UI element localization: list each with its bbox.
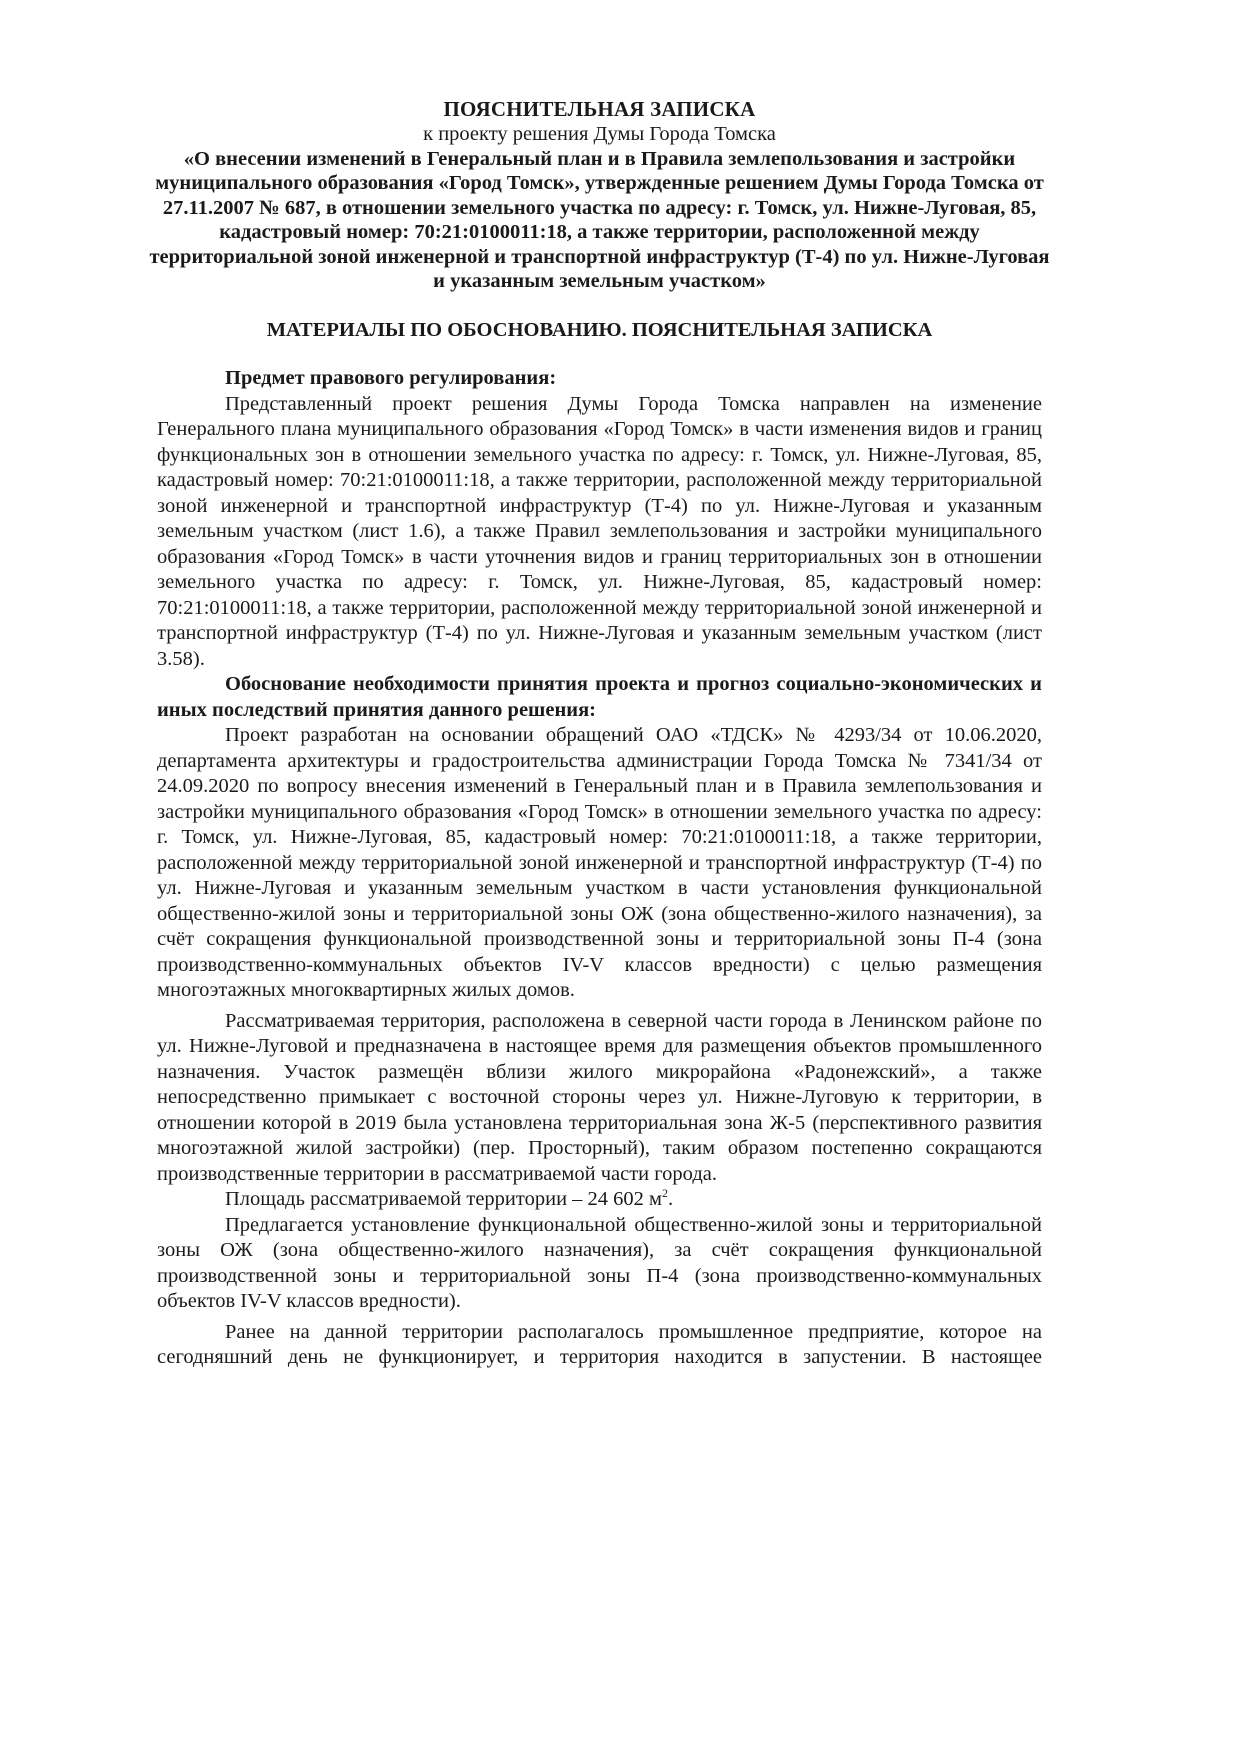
- section-title: МАТЕРИАЛЫ ПО ОБОСНОВАНИЮ. ПОЯСНИТЕЛЬНАЯ ЗАПИСКА: [266, 319, 933, 342]
- document-subtitle: к проекту решения Думы Города Томска: [423, 123, 776, 145]
- document-page: [149, 96, 1050, 1371]
- document-heading: «О внесении изменений в Генеральный план и в Правила землепользования и застройки муниципального образования «Город Томск», утвержденные решением Думы Города Томска от 27.11.2007 № 687, в отношении земельного участка по адресу: г. Томск, ул. Нижне-Луговая, 85, кадастровый номер: 70:21:0100011:18, а также территории, расположенной между территориальной зоной инженерной и транспортной инфраструктур (Т-4) по ул. Нижне-Луговая и указанным земельным участком»: [149, 148, 1050, 293]
- paragraph-area: [157, 1187, 1042, 1213]
- subject-paragraph: Представленный проект решения Думы Города Томска направлен на изменение Генерального плана муниципального образования «Город Томск» в части изменения видов и границ функциональных зон в отношении земельного участка по адресу: г. Томск, ул. Нижне-Луговая, 85, кадастровый номер: 70:21:0100011:18, а также территории, расположенной между территориальной зоной инженерной и транспортной инфраструктур (Т-4) по ул. Нижне-Луговая и указанным земельным участком (лист 1.6), а также Правил землепользования и застройки муниципального образования «Город Томск» в части уточнения видов и границ территориальных зон в отношении земельного участка по адресу: г. Томск, ул. Нижне-Луговая, 85, кадастровый номер: 70:21:0100011:18, а также территории, расположенной между территориальной зоной инженерной и транспортной инфраструктур (Т-4) по ул. Нижне-Луговая и указанным земельным участком (лист 3.58).: [157, 392, 1042, 670]
- paragraph-proposal: Предлагается установление функциональной общественно-жилой зоны и территориальной зоны ОЖ (зона общественно-жилого назначения), за счёт сокращения функциональной производственной зоны и территориальной зоны П-4 (зона производственно-коммунальных объектов IV-V классов вредности).: [157, 1213, 1042, 1313]
- paragraph-territory: Рассматриваемая территория, расположена в северной части города в Ленинском районе по ул. Нижне-Луговой и предназначена в настоящее время для размещения объектов промышленного назначения. Участок размещён вблизи жилого микрорайона «Радонежский», а также непосредственно примыкает с восточной стороны через ул. Нижне-Луговую к территории, в отношении которой в 2019 была установлена территориальная зона Ж-5 (перспективного развития многоэтажной жилой застройки) (пер. Просторный), таким образом постепенно сокращаются производственные территории в рассматриваемой части города.: [157, 1009, 1042, 1185]
- paragraph-history: Ранее на данной территории располагалось промышленное предприятие, которое на сегодняшний день не функционирует, и территория находится в запустении. В настоящее: [157, 1320, 1042, 1369]
- area-end: .: [668, 1188, 674, 1211]
- paragraph-basis: Проект разработан на основании обращений ОАО «ТДСК» № 4293/34 от 10.06.2020, департамента архитектуры и градостроительства администрации Города Томска № 7341/34 от 24.09.2020 по вопросу внесения изменений в Генеральный план и в Правила землепользования и застройки муниципального образования «Город Томск» в отношении земельного участка по адресу: г. Томск, ул. Нижне-Луговая, 85, кадастровый номер: 70:21:0100011:18, а также территории, расположенной между территориальной зоной инженерной и транспортной инфраструктур (Т-4) по ул. Нижне-Луговая и указанным земельным участком в части установления функциональной общественно-жилой зоны и территориальной зоны ОЖ (зона общественно-жилого назначения), за счёт сокращения функциональной производственной зоны и территориальной зоны П-4 (зона производственно-коммунальных объектов IV-V классов вредности) с целью размещения многоэтажных многоквартирных жилых домов.: [157, 724, 1042, 1002]
- area-superscript: 2: [662, 1186, 669, 1201]
- justification-heading: Обоснование необходимости принятия проекта и прогноз социально-экономических и иных последствий принятия данного решения:: [157, 673, 1042, 721]
- subject-heading: Предмет правового регулирования:: [225, 367, 557, 390]
- document-title: ПОЯСНИТЕЛЬНАЯ ЗАПИСКА: [443, 97, 756, 121]
- area-text: Площадь рассматриваемой территории – 24 602 м: [225, 1188, 663, 1211]
